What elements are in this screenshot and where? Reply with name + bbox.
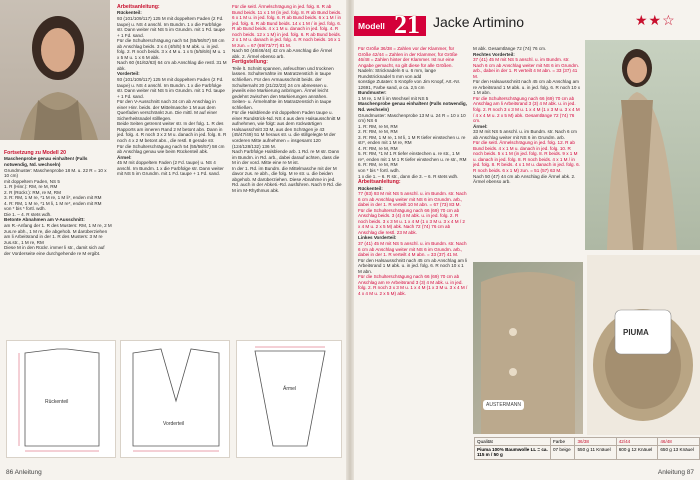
schematic-sleeve bbox=[236, 340, 342, 458]
text-line: Für die seitl. Ärmelschrägung in jed. folg. 12. R ab Bund beids. 4 x 1 M u. danach in jed. folg. 10. R noch beids. 5 x 1 M (in jed. folg. 8. R beids. 9 x 1 M u. danach in jed. folg. 8. R noch beids. 4 x 1 M / in jed. folg. 8. R beids. 4 x 1 M u. danach in jed. folg. 6. R noch beids. 6 x 1 M) zun. = 51 (57) 63 M. bbox=[473, 140, 580, 174]
text-line: Beide Seiten getrennt weiter str. In der folg. 1. R des Rapports am inneren Rand 2 M betont abn. Dann in jed. folg. 4. R noch 3 x 2 M u. danach in jed. folg. 8. R noch 4 x 2 M betont abn., die restl. 8 gerade str. bbox=[117, 121, 227, 143]
yarn-name: PIUMA bbox=[623, 328, 649, 337]
table-header-row bbox=[475, 438, 700, 446]
schematic-sleeve-label: Ärmel bbox=[283, 386, 297, 392]
text-line: Die 1. – 4. R stets wdh. bbox=[4, 211, 52, 217]
text-line: Vorderteil: bbox=[117, 71, 140, 77]
text-line: Teile lt. Schnitt spannen, anfeuchten und trocknen lassen. Schulternähte im Matratzenstich in taupe schließen. Für den Armausschnitt beids. der Schulternaht 20 (21/22/23) 24 cm abmessen u. jeweils eine Markierung anbringen. Ärmel leicht gedehnt zwischen den Markierungen annähen. Seiten- u. Ärmelnähte im Matratzenstich in taupe schließen. bbox=[232, 65, 334, 110]
text-line: Nach 60 (61/62/63) 64 cm ab Anschlag die restl. 31 M abk. bbox=[117, 60, 227, 71]
text-line: von * bis * fortl. wdh. bbox=[358, 168, 400, 174]
table-cell: 650 g 13 Knäuel bbox=[658, 446, 700, 459]
table-cell: 07 beige bbox=[551, 446, 575, 459]
text-line: 93 (101/109/117) 125 M mit doppeltem Faden (2 Fd. taupe) u. NS 4 anschl. Im Bundm. 1 x die Farbfolge str. Dann weiter mit NS 5 im Grundm. mit 1 Fd. taupe + 1 Fd. sand. bbox=[117, 15, 225, 38]
text-line: In der 1. Rd. im Bundm. die Mittelmasche mit der M davor zus. re abh., die folg. M re str. u. die beiden abgehob. M darüberziehen. Diese Abnahme in jed. Rd. auch in der Abketi.-Rd. ausführen. Nach 9 Rd. die M im M-Rhythmus abk. bbox=[232, 165, 342, 193]
table-header: 42/44 bbox=[616, 438, 658, 446]
table-cell: 600 g 12 Knäuel bbox=[616, 446, 658, 459]
text-line: 5. R: RM, *1 M 1 R tiefer einstechen u. re str., 1 M re*, enden mit 1 M 1 R tiefer einstechen u. re str., RM bbox=[358, 151, 467, 162]
text-line: 1. R: RM, re M, RM bbox=[358, 123, 398, 129]
text-line: Grundmuster: Maschenprobe 18 M. u. 22 R = 10 x 10 cm) bbox=[4, 167, 107, 179]
model-photo-left bbox=[0, 0, 110, 140]
text-line: 4. R: RM, re M, RM bbox=[358, 145, 398, 151]
text-line: Für die Schulterschrägung nach 54 (55/56/57) 58 cm ab Anschlag beids. 3 x 4 (4/5/5) 5 M abk. u. in jed. folg. 2. R noch beids. 3 x 4 M u. 1 x 5 (5/5/6/6) M u. 1 x 5 M u. 1 x 6 M abk. bbox=[117, 38, 226, 60]
text-line: von * bis * fortl. wdh. bbox=[4, 206, 46, 212]
text-line: Für den Halsausschnitt nach 45 cm ab Anschlag am li Arbeitsrand 1 M abk. u. in jed. folg. 6. R noch 10 x 1 M abn. bbox=[358, 257, 468, 274]
text-line: Grundmuster: Maschenprobe 13 M u. 24 R = 10 x 10 cm) NS 6 bbox=[358, 112, 466, 124]
col2-heading: Arbeitsanleitung: bbox=[117, 4, 160, 10]
text-line: mit doppeltem Faden, NS 5 bbox=[4, 178, 60, 184]
text-line: 3. R: RM, 1 M re, *1 M re, 1 M li*, enden mit RM bbox=[4, 195, 102, 201]
brand-label: AUSTERMANN bbox=[483, 400, 524, 410]
text-line: Nadeln: Stricknadeln 6 u. 6 mm, lange Rundstricknadel 5 mm von add bbox=[358, 68, 436, 79]
schematic-front-label: Vorderteil bbox=[163, 421, 185, 427]
gutter bbox=[346, 0, 354, 480]
text-line: 6. R: RM, re M, RM bbox=[358, 162, 398, 168]
text-line: Für die Halsblende mit doppeltem Faden taupe u. einer Rundstrick-Nd. NS 4 aus dem Halsausschnitt M aufnehmen, wie folgt: aus dem rückwärtigen Halsausschnitt 33 M, aus den Schrägen je 43 (45/47/49) 51 M heraus str. u. die stillgelegte M der vorderen Mitte aufnehmen = insgesamt 120 (124/128/132) 136 M. bbox=[232, 110, 341, 149]
text-line: am R.-Anfang der 1. R des Musters: RM, 1 M re, 2 M zus.re abh., 1 M re, die abgehob. M darüberziehen bbox=[4, 222, 112, 234]
text-line: Maschenprobe genau einhalten! (Falls notwendig, Nd. wechseln) bbox=[358, 101, 467, 113]
text-line: sonstige Zutaten: 5 Knöpfe von Jim Knopf, Art.-Nr. 12691, Farbe sand, ø ca. 2,5 cm bbox=[358, 79, 461, 90]
text-line: Für den V-Ausschnitt nach 34 cm ab Anschlag in einer Hinr. beids. der Mittelmasche 1 M aus dem Querfaden verschränkt zun. Die mittl. M auf einer Sicherheitsnadel stilllegen. bbox=[117, 99, 218, 121]
table-header: 36/38 bbox=[575, 438, 616, 446]
text-line: Linkes Vorderteil: bbox=[358, 235, 397, 241]
left-col-2 bbox=[117, 4, 227, 334]
text-line: 3. R: RM, 1 M re, 1 M li, 1 M R tiefer einstechen u. re str*, enden mit 1 M re, RM bbox=[358, 134, 466, 146]
text-line: Ärmel: bbox=[473, 123, 488, 129]
text-line: Fertigstellung: bbox=[232, 59, 269, 66]
text-line: Für die seitl. Ärmelschrägung in jed. folg. 8. R ab Bund beids. 11 x 1 M (in jed. folg. 8. R ab Bund beids. 6 x 1 M u. in jed. folg. 6. R ab Bund beids. 6 x 1 M / in jed. folg. 6. R ab Bund beids. 14 x 1 M / in jed. folg. 6. R ab Bund beids. 4 x 1 M u. danach in jed. folg. 4. R noch beids. 12 x 1 M) in jed. folg. 6. R ab Bund beids. 2 x 1 M u. danach in jed. folg. 4. R noch beids. 16 x 1 M zun. = 67 (69/73/77) 81 M. bbox=[232, 4, 342, 48]
text-line: Arbeitsanleitung: bbox=[358, 179, 401, 186]
text-line: 45 M mit doppeltem Faden (2 Fd. taupe) u. NS 4 anschl. Im Bundm. 1 x die Farbfolge str. Dann weiter mit NS 5 im Grundm. mit 1 Fd. taupe + 1 Fd. sand. bbox=[117, 160, 224, 177]
text-line: 37 (41) 45 M mit NS 5 anschl. u. im Bundm. str. Nach 6 cm ab Anschlag weiter mit NS 6 im Grundm. arb., dabei in der 1. R verteilt 4 M abn. = 33 (37) 41 M. bbox=[473, 57, 579, 79]
schematic-front bbox=[120, 340, 230, 458]
col1-heading: Fortsetzung zu Modell 20 bbox=[4, 150, 66, 156]
text-line: Maschenprobe genau einhalten! (Falls notwendig, Nd. wechseln) bbox=[4, 156, 88, 167]
yarn-photo bbox=[587, 255, 700, 435]
text-line: am li Arbeitsrand in der 1. R des Musters: 3 M re zus.str., 1 M re, RM bbox=[4, 234, 103, 245]
text-line: Für den Halsausschnitt nach 45 cm ab Anschlag am re Arbeitsrand 1 M abk. u. in jed. folg. 6. R noch 10 x 1 M abn. bbox=[473, 79, 580, 96]
model-photo-right bbox=[585, 40, 700, 250]
left-col-3 bbox=[232, 4, 342, 334]
text-line: 4. R: RM, 1 M re, *1 M li, 1 M re*, enden mit RM bbox=[4, 200, 102, 206]
detail-photo bbox=[473, 262, 583, 434]
right-page-number: Anleitung 87 bbox=[657, 469, 694, 476]
text-line: 2. R (Rückr.): RM, re M, RM bbox=[4, 189, 61, 195]
text-line: Rückenteil: bbox=[358, 185, 383, 191]
text-line: Für Größe 36/38 = Zahlen vor der Klammer, für Größe 42/44 = Zahlen in der Klammer, für Größe 46/48 = Zahlen hinter der Klammer. Ist nur eine Angabe gemacht, so gilt diese für alle Größen. bbox=[358, 46, 458, 68]
text-line: Rechtes Vorderteil: bbox=[473, 51, 515, 57]
table-cell: Piuma 100% Baumwolle LL = ca. 115 m / 50 g bbox=[475, 446, 551, 459]
text-line: Für die Schulterschrägung nach 54 (55/56/57) 58 cm ab Anschlag genau wie beim Rückenteil abk. bbox=[117, 143, 225, 155]
text-line: 1 M re, 1 M li im Wechsel mit NS 5 bbox=[358, 95, 429, 101]
text-line: Betonte Abnahmen am V-Ausschnitt: bbox=[4, 217, 85, 223]
text-line: M abk. Gesamtlänge 72 (74) 76 cm. bbox=[473, 46, 547, 51]
schematic-back-label: Rückenteil bbox=[45, 399, 69, 405]
schematic-back bbox=[6, 340, 116, 458]
table-header: Farbe bbox=[551, 438, 575, 446]
right-col-1 bbox=[358, 46, 468, 474]
text-line: 37 (41) 45 M mit NS 5 anschl. u. im Bundm. str. Nach 6 cm ab Anschlag weiter mit NS 6 im Grundm. arb., dabei in der 1. R verteilt 4 M abn. = 33 (37) 41 M. bbox=[358, 241, 467, 258]
text-line: 2. R: RM, re M, RM bbox=[358, 129, 398, 135]
model-name: Jacke Artimino bbox=[433, 14, 525, 30]
text-line: 93 (101/109/117) 125 M mit doppeltem Faden (2 Fd. taupe) u. NS 4 anschl. Im Bundm. 1 x die Farbfolge str. Dann weiter mit NS 5 im Grundm. mit 1 Fd. taupe + 1 Fd. sand. bbox=[117, 76, 225, 99]
difficulty-stars: ★★☆ bbox=[635, 12, 676, 28]
table-row bbox=[475, 446, 700, 459]
text-line: Für die Schulterschrägung nach 66 (69) 70 cm ab Anschlag beids. 3 (4) 4 M abk. u. in jed. folg. 2. R noch beids. 3 x 3 M u. 1 x 4 M (1 x 3 M u. 3 x 4 M / 2 x 4 M u. 2 x 5 M) abk. Nach 72 (74) 76 cm ab Anschlag die restl. 23 M abk. bbox=[358, 207, 465, 235]
text-line: 1. R (Hinr.): RM, re M, RM bbox=[4, 184, 58, 190]
text-line: Nach Farbfolge Halsblende arb. 1 Rd. re M str. Dann im Bundm. in Rd. arb., dabei darauf achten, dass die M in der vord. Mitte eine re M ist. bbox=[232, 149, 340, 166]
text-line: 1 x die 1. – 6. R str., dann die 3. – 6. R stets wdh. bbox=[358, 173, 459, 179]
table-cell: 550 g 11 Knäuel bbox=[575, 446, 616, 459]
model-number: 21 bbox=[394, 10, 420, 39]
text-line: Rückenteil: bbox=[117, 10, 142, 16]
text-line: Diese M in den Rückr. immer li str., damit sich auf der Vorderseite eine durchgehende re M ergibt. bbox=[4, 245, 105, 256]
left-col-1 bbox=[4, 150, 112, 340]
text-line: Für die Schulterschrägung nach 66 (69) 70 cm ab Anschlag am re Arbeitsrand 3 (3) 4 M abk. u. in jed. folg. 2. R noch 3 x 3 M u. 1 x 4 M (1 x 3 M u. 3 x 4 M / 4 x 4 M u. 2 x 5 M) abk. bbox=[358, 274, 468, 296]
text-line: Bundmuster: bbox=[358, 90, 387, 96]
model-label: Modell bbox=[354, 16, 426, 36]
text-line: Ärmel: bbox=[117, 154, 132, 160]
text-line: 33 M mit NS 5 anschl. u. im Bundm. str. Nach 6 cm ab Anschlag weiter mit NS 6 im Grundm. arb. bbox=[473, 129, 577, 140]
table-header: 46/48 bbox=[658, 438, 700, 446]
table-header: Qualität bbox=[475, 438, 551, 446]
left-page-number: 86 Anleitung bbox=[6, 469, 42, 476]
materials-table bbox=[474, 437, 700, 460]
text-line: Für die Schulterschrägung nach 66 (69) 70 cm ab Anschlag am li Arbeitsrand 3 (3) 4 M abk. u. in jed. folg. 2. R noch 3 x 3 M u. 1 x 4 M (1 x 3 M u. 3 x 4 M / 4 x 4 M u. 2 x 5 M) abk. Gesamtlänge 72 (74) 76 cm. bbox=[473, 95, 580, 124]
text-line: Nach 50 (47) 44 cm ab Anschlag die Ärmel abk. 2. Ärmel ebenso arb. bbox=[473, 173, 576, 185]
text-line: Nach 50 (48/46/44) 42 cm ab Anschlag die Ärmel abk. 2. Ärmel ebenso arb. bbox=[232, 48, 333, 59]
right-col-2 bbox=[473, 46, 581, 258]
text-line: 77 (83) 93 M mit NS 5 anschl. u. im Bundm. str. Nach 6 cm ab Anschlag weiter mit NS 6 im Grundm. arb., dabei in der 1. R verteilt 10 M abn. = 67 (73) 83 M. bbox=[358, 191, 467, 208]
